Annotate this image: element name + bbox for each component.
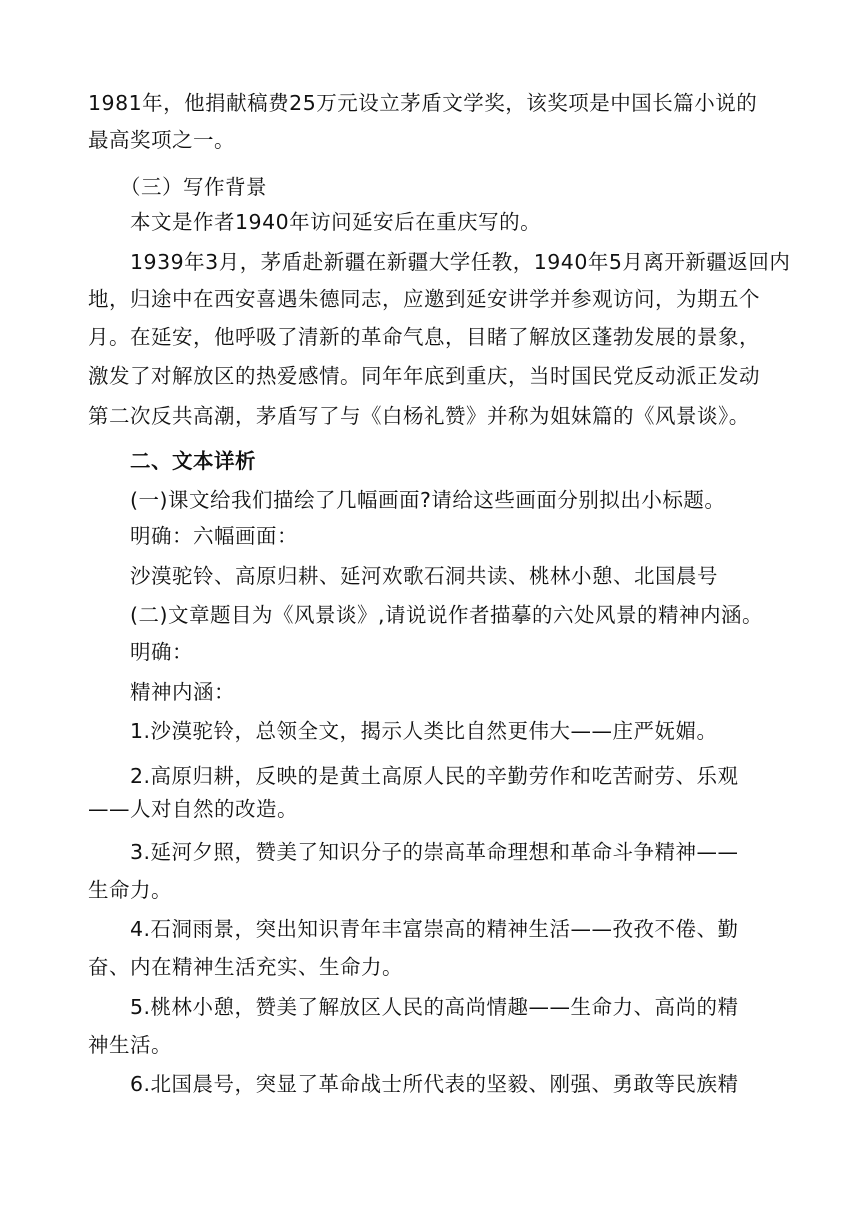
paragraph-line: 最高奖项之一。 [88, 128, 235, 152]
section-heading: （三）写作背景 [120, 175, 267, 199]
list-item-continuation: ——人对自然的改造。 [88, 797, 298, 821]
paragraph-line: 1939年3月，茅盾赴新疆在新疆大学任教，1940年5月离开新疆返回内 [130, 250, 791, 274]
list-item: 1.沙漠驼铃，总领全文，揭示人类比自然更伟大——庄严妩媚。 [130, 719, 718, 743]
paragraph-line: 1981年，他捐献稿费25万元设立茅盾文学奖，该奖项是中国长篇小说的 [88, 91, 758, 115]
paragraph-line: 月。在延安，他呼吸了清新的革命气息，目睹了解放区蓬勃发展的景象， [88, 325, 760, 349]
paragraph-line: 第二次反共高潮，茅盾写了与《白杨礼赞》并称为姐妹篇的《风景谈》。 [88, 404, 750, 428]
paragraph-line: 精神内涵： [130, 680, 235, 704]
list-item-continuation: 生命力。 [88, 878, 172, 902]
list-item: 6.北国晨号，突显了革命战士所代表的坚毅、刚强、勇敢等民族精 [130, 1072, 739, 1096]
paragraph-line: 激发了对解放区的热爱感情。同年年底到重庆，当时国民党反动派正发动 [88, 364, 760, 388]
list-item-continuation: 奋、内在精神生活充实、生命力。 [88, 955, 403, 979]
paragraph-line: 地，归途中在西安喜遇朱德同志，应邀到延安讲学并参观访问，为期五个 [88, 287, 760, 311]
paragraph-line: 本文是作者1940年访问延安后在重庆写的。 [130, 210, 542, 234]
question-line: (一)课文给我们描绘了几幅画面?请给这些画面分别拟出小标题。 [130, 488, 726, 512]
paragraph-line: 沙漠驼铃、高原归耕、延河欢歌石洞共读、桃林小憩、北国晨号 [130, 564, 718, 588]
list-item: 4.石洞雨景，突出知识青年丰富崇高的精神生活——孜孜不倦、勤 [130, 917, 739, 941]
section-heading: 二、文本详析 [130, 449, 256, 473]
list-item-continuation: 神生活。 [88, 1033, 172, 1057]
paragraph-line: 明确：六幅画面： [130, 524, 298, 548]
question-line: (二)文章题目为《风景谈》,请说说作者描摹的六处风景的精神内涵。 [130, 603, 764, 627]
paragraph-line: 明确： [130, 640, 193, 664]
list-item: 3.延河夕照，赞美了知识分子的崇高革命理想和革命斗争精神—— [130, 840, 739, 864]
list-item: 5.桃林小憩，赞美了解放区人民的高尚情趣——生命力、高尚的精 [130, 995, 739, 1019]
list-item: 2.高原归耕，反映的是黄土高原人民的辛勤劳作和吃苦耐劳、乐观 [130, 764, 739, 788]
